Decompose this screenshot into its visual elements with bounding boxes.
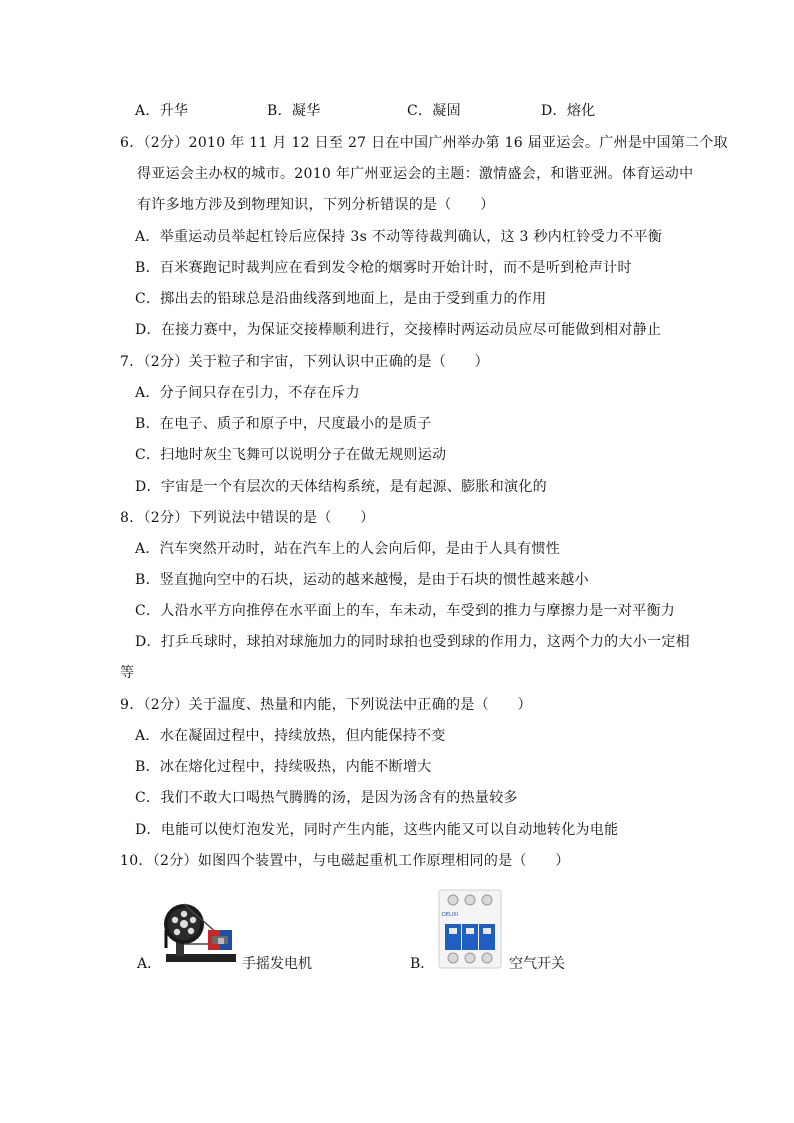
q8-option-c: C．人沿水平方向推停在水平面上的车，车未动，车受到的推力与摩擦力是一对平衡力 [135,603,676,619]
q9-option-d: D．电能可以使灯泡发光，同时产生内能，这些内能又可以自动地转化为电能 [135,822,619,838]
q6-option-d: D．在接力赛中，为保证交接棒顺利进行，交接棒时两运动员应尽可能做到相对静止 [135,322,662,338]
q6-stem-line-1: 6．（2分）2010 年 11 月 12 日至 27 日在中国广州举办第 16 届亚运会。广州是中国第二个取 [120,135,728,151]
q5-option-b: B．凝华 [267,103,321,119]
q7-option-d: D．宇宙是一个有层次的天体结构系统，是有起源、膨胀和演化的 [135,479,547,495]
q10-option-b-caption: 空气开关 [509,956,565,972]
q9-option-b: B．冰在熔化过程中，持续吸热，内能不断增大 [135,759,432,775]
q8-option-d-wrap: 等 [120,665,135,681]
air-switch-image [437,888,503,970]
q5-option-d: D．熔化 [541,103,596,119]
q9-option-c: C．我们不敢大口喝热气腾腾的汤，是因为汤含有的热量较多 [135,790,518,806]
q8-option-d: D．打乒乓球时，球拍对球施加力的同时球拍也受到球的作用力，这两个力的大小一定相 [135,634,690,650]
air-switch-brand: DELIXI [442,912,459,918]
q8-stem: 8．（2分）下列说法中错误的是（ ） [120,510,375,526]
q5-options-row [135,101,595,121]
q8-option-b: B．竖直抛向空中的石块，运动的越来越慢，是由于石块的惯性越来越小 [135,572,589,588]
q9-stem: 9．（2分）关于温度、热量和内能，下列说法中正确的是（ ） [120,697,532,713]
q7-option-a: A．分子间只存在引力，不存在斥力 [135,385,360,401]
q7-option-b: B．在电子、质子和原子中，尺度最小的是质子 [135,416,432,432]
q6-option-a: A．举重运动员举起杠铃后应保持 3s 不动等待裁判确认，这 3 秒内杠铃受力不平衡 [135,229,663,245]
q5-option-c: C．凝固 [407,103,461,119]
q10-option-b-letter: B． [410,956,435,972]
q6-option-c: C．掷出去的铅球总是沿曲线落到地面上，是由于受到重力的作用 [135,291,547,307]
hand-crank-generator-image [160,900,242,966]
q9-option-a: A．水在凝固过程中，持续放热，但内能保持不变 [135,728,446,744]
q8-option-a: A．汽车突然开动时，站在汽车上的人会向后仰，是由于人具有惯性 [135,541,561,557]
q6-stem-line-2: 得亚运会主办权的城市。2010 年广州亚运会的主题：激情盛会，和谐亚洲。体育运动中 [137,166,694,182]
q10-stem: 10．（2分）如图四个装置中，与电磁起重机工作原理相同的是（ ） [120,853,570,869]
q10-option-a-caption: 手摇发电机 [242,956,312,972]
q10-option-a-letter: A． [137,956,162,972]
q7-stem: 7．（2分）关于粒子和宇宙，下列认识中正确的是（ ） [120,354,489,370]
q6-option-b: B．百米赛跑记时裁判应在看到发令枪的烟雾时开始计时，而不是听到枪声计时 [135,260,632,276]
q6-stem-line-3: 有许多地方涉及到物理知识，下列分析错误的是（ ） [137,197,495,213]
q7-option-c: C．扫地时灰尘飞舞可以说明分子在做无规则运动 [135,447,447,463]
q5-option-a: A．升华 [135,103,189,119]
